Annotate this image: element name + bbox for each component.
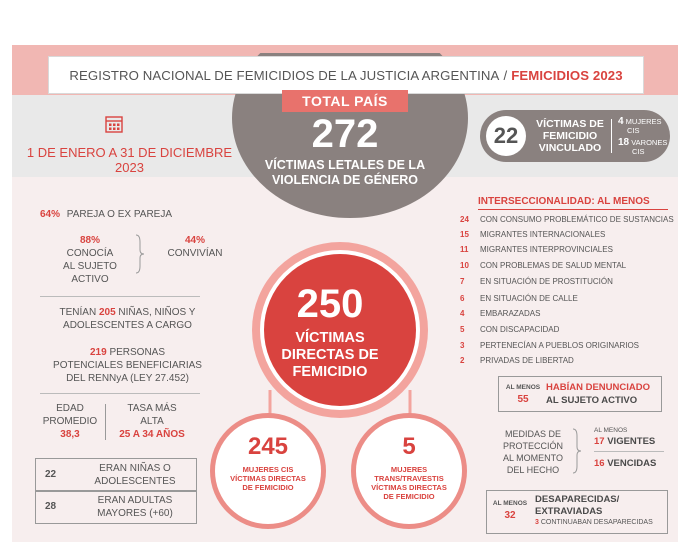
list-item-label: CON PROBLEMAS DE SALUD MENTAL bbox=[480, 261, 627, 270]
list-item-label: EN SITUACIÓN DE PROSTITUCIÓN bbox=[480, 277, 613, 286]
list-item bbox=[460, 341, 675, 350]
medidas-label-4: DEL HECHO bbox=[506, 465, 560, 475]
continuaban-label: CONTINUABAN DESAPARECIDAS bbox=[540, 519, 653, 526]
divider bbox=[105, 404, 106, 440]
medidas-label-1: MEDIDAS DE bbox=[504, 429, 561, 439]
vinculado-mujeres-cis: CIS bbox=[627, 126, 640, 135]
ninas-label-2: ADOLESCENTES bbox=[94, 476, 176, 487]
rennya-post: PERSONAS bbox=[109, 347, 166, 358]
list-item-label: MIGRANTES INTERNACIONALES bbox=[480, 230, 606, 239]
vinculado-label-3: VINCULADO bbox=[538, 142, 602, 154]
conocia-stat bbox=[55, 234, 125, 286]
list-item-label: EMBARAZADAS bbox=[480, 309, 541, 318]
desaparecidas-label bbox=[535, 494, 663, 518]
rennya-value: 219 bbox=[89, 347, 107, 358]
bracket-icon bbox=[571, 428, 583, 474]
conocia-pct: 88% bbox=[79, 235, 100, 246]
vencidas-value: 16 bbox=[594, 458, 605, 469]
list-item bbox=[460, 294, 675, 303]
mujeres-cis-label bbox=[222, 465, 314, 492]
bracket-icon bbox=[134, 234, 146, 274]
list-item-count: 11 bbox=[460, 245, 469, 254]
list-item-label: CON CONSUMO PROBLEMÁTICO DE SUSTANCIAS bbox=[480, 215, 674, 224]
list-item-count: 15 bbox=[460, 230, 469, 239]
list-item bbox=[460, 261, 675, 270]
rennya-label-2: POTENCIALES BENEFICIARIAS bbox=[53, 360, 202, 371]
list-item-count: 2 bbox=[460, 356, 465, 365]
list-item-label: MIGRANTES INTERPROVINCIALES bbox=[480, 245, 613, 254]
mujeres-cis-label-3: DE FEMICIDIO bbox=[242, 483, 294, 492]
date-range: 1 DE ENERO A 31 DE DICIEMBRE 2023 bbox=[26, 145, 233, 175]
list-item bbox=[460, 309, 675, 318]
list-item-count: 5 bbox=[460, 325, 465, 334]
title-main: REGISTRO NACIONAL DE FEMICIDIOS DE LA JUSTICIA ARGENTINA bbox=[69, 67, 500, 83]
ninas-label-1: ERAN NIÑAS O bbox=[99, 463, 171, 474]
denuncia-label bbox=[546, 381, 658, 407]
edad-label-2: PROMEDIO bbox=[42, 416, 98, 427]
tasa-stat bbox=[112, 402, 192, 441]
vinculado-mujeres-value: 4 bbox=[618, 116, 624, 127]
tasa-label-1: TASA MÁS bbox=[127, 403, 177, 414]
vigentes-label: VIGENTES bbox=[607, 436, 656, 447]
victimas-label-2: DIRECTAS DE bbox=[281, 347, 379, 363]
mujeres-trans-label-3: VÍCTIMAS DIRECTAS bbox=[371, 483, 447, 492]
convivian-pct: 44% bbox=[184, 235, 205, 246]
list-item-count: 10 bbox=[460, 261, 469, 270]
conocia-label-3: ACTIVO bbox=[71, 274, 109, 285]
list-item-label: PERTENECÍAN A PUEBLOS ORIGINARIOS bbox=[480, 341, 640, 350]
victimas-label-3: FEMICIDIO bbox=[292, 364, 368, 380]
vinculado-varones bbox=[618, 138, 668, 156]
divider bbox=[40, 393, 200, 394]
vigentes-value: 17 bbox=[594, 436, 605, 447]
denuncia-label-2: AL SUJETO ACTIVO bbox=[546, 395, 638, 406]
vencidas-label: VENCIDAS bbox=[607, 458, 657, 469]
ninos-stat bbox=[40, 306, 215, 332]
victimas-label-1: VÍCTIMAS bbox=[295, 330, 365, 346]
list-item-label: PRIVADAS DE LIBERTAD bbox=[480, 356, 574, 365]
total-description bbox=[255, 158, 435, 188]
vinculado-value: 22 bbox=[486, 116, 526, 156]
list-item bbox=[460, 277, 675, 286]
total-desc-line2: VIOLENCIA DE GÉNERO bbox=[271, 173, 419, 187]
conocia-label-2: AL SUJETO bbox=[63, 261, 117, 272]
total-value: 272 bbox=[311, 112, 379, 156]
conocia-label-1: CONOCÍA bbox=[66, 248, 114, 259]
mujeres-trans-label-2: TRANS/TRAVESTIS bbox=[374, 474, 444, 483]
vinculado-mujeres-label: MUJERES bbox=[625, 117, 662, 126]
divider bbox=[594, 451, 664, 452]
edad-label-1: EDAD bbox=[56, 403, 84, 414]
rennya-label-3: DEL RENNyA (LEY 27.452) bbox=[66, 373, 189, 384]
victimas-label bbox=[265, 330, 395, 381]
list-item bbox=[460, 245, 675, 254]
adultas-label bbox=[80, 494, 190, 520]
vinculado-label bbox=[530, 118, 610, 154]
victimas-value: 250 bbox=[296, 282, 364, 326]
list-item-label: CON DISCAPACIDAD bbox=[480, 325, 560, 334]
mujeres-trans-label-1: MUJERES bbox=[390, 465, 428, 474]
edad-value: 38,3 bbox=[60, 429, 80, 440]
desaparecidas-sub bbox=[535, 519, 665, 526]
adultas-value: 28 bbox=[45, 501, 57, 512]
ninas-value: 22 bbox=[45, 469, 57, 480]
vinculado-varones-value: 18 bbox=[618, 137, 630, 148]
tasa-value: 25 A 34 AÑOS bbox=[119, 429, 185, 440]
mujeres-trans-label-4: DE FEMICIDIO bbox=[383, 492, 435, 501]
adultas-label-1: ERAN ADULTAS bbox=[97, 495, 173, 506]
vinculado-varones-label: VARONES bbox=[631, 138, 668, 147]
mujeres-cis-value: 245 bbox=[247, 433, 289, 460]
list-item bbox=[460, 230, 675, 239]
mujeres-trans-value: 5 bbox=[402, 433, 416, 460]
vinculado-mujeres bbox=[618, 117, 668, 135]
vinculado-label-1: VÍCTIMAS DE bbox=[536, 118, 604, 130]
mujeres-cis-label-2: VÍCTIMAS DIRECTAS bbox=[230, 474, 306, 483]
list-item bbox=[460, 325, 675, 334]
continuaban-value: 3 bbox=[535, 519, 539, 526]
ninas-label bbox=[80, 462, 190, 488]
ninos-value: 205 bbox=[98, 307, 116, 318]
edad-stat bbox=[40, 402, 100, 441]
desaparecidas-label-1: DESAPARECIDAS/ bbox=[535, 494, 620, 505]
denuncia-almenos: AL MENOS bbox=[505, 384, 541, 391]
calendar-icon bbox=[105, 115, 123, 133]
page-title bbox=[48, 56, 644, 94]
ninos-pre: TENÍAN bbox=[59, 307, 97, 318]
list-item-count: 24 bbox=[460, 215, 469, 224]
pareja-pct: 64% bbox=[40, 209, 61, 220]
denuncia-label-1: HABÍAN DENUNCIADO bbox=[546, 382, 650, 393]
title-separator: / bbox=[503, 67, 508, 83]
adultas-label-2: MAYORES (+60) bbox=[97, 508, 173, 519]
ninos-label-2: ADOLESCENTES A CARGO bbox=[63, 320, 192, 331]
rennya-stat bbox=[40, 346, 215, 385]
medidas-label-3: AL MOMENTO bbox=[502, 453, 563, 463]
mujeres-cis-label-1: MUJERES CIS bbox=[242, 465, 294, 474]
tasa-label-2: ALTA bbox=[140, 416, 164, 427]
list-item-count: 4 bbox=[460, 309, 465, 318]
medidas-label bbox=[498, 428, 568, 476]
list-item-label: EN SITUACIÓN DE CALLE bbox=[480, 294, 578, 303]
convivian-label: CONVIVÍAN bbox=[167, 248, 223, 259]
vinculado-divider bbox=[611, 119, 612, 153]
list-item-count: 7 bbox=[460, 277, 465, 286]
desaparecidas-label-2: EXTRAVIADAS bbox=[535, 506, 603, 517]
medidas-almenos: AL MENOS bbox=[594, 427, 628, 434]
total-desc-line1: VÍCTIMAS LETALES DE LA bbox=[264, 158, 426, 172]
list-item bbox=[460, 356, 675, 365]
medidas-vencidas bbox=[594, 458, 674, 469]
title-highlight: FEMICIDIOS 2023 bbox=[511, 67, 623, 83]
vinculado-varones-cis: CIS bbox=[632, 147, 645, 156]
desaparecidas-value: 32 bbox=[504, 510, 516, 521]
ninos-post: NIÑAS, NIÑOS Y bbox=[118, 307, 196, 318]
total-pais-label: TOTAL PAÍS bbox=[282, 90, 408, 112]
medidas-vigentes bbox=[594, 436, 674, 447]
interseccionalidad-heading: INTERSECCIONALIDAD: AL MENOS bbox=[478, 196, 650, 207]
medidas-label-2: PROTECCIÓN bbox=[502, 441, 563, 451]
list-item bbox=[460, 215, 675, 224]
pareja-stat bbox=[40, 208, 172, 221]
denuncia-value: 55 bbox=[517, 394, 529, 405]
desaparecidas-almenos: AL MENOS bbox=[492, 500, 528, 507]
vinculado-label-2: FEMICIDIO bbox=[542, 130, 598, 142]
pareja-label: PAREJA O EX PAREJA bbox=[66, 209, 173, 220]
list-item-count: 6 bbox=[460, 294, 465, 303]
mujeres-trans-label bbox=[362, 465, 456, 501]
divider bbox=[478, 209, 668, 210]
list-item-count: 3 bbox=[460, 341, 465, 350]
divider bbox=[40, 296, 200, 297]
